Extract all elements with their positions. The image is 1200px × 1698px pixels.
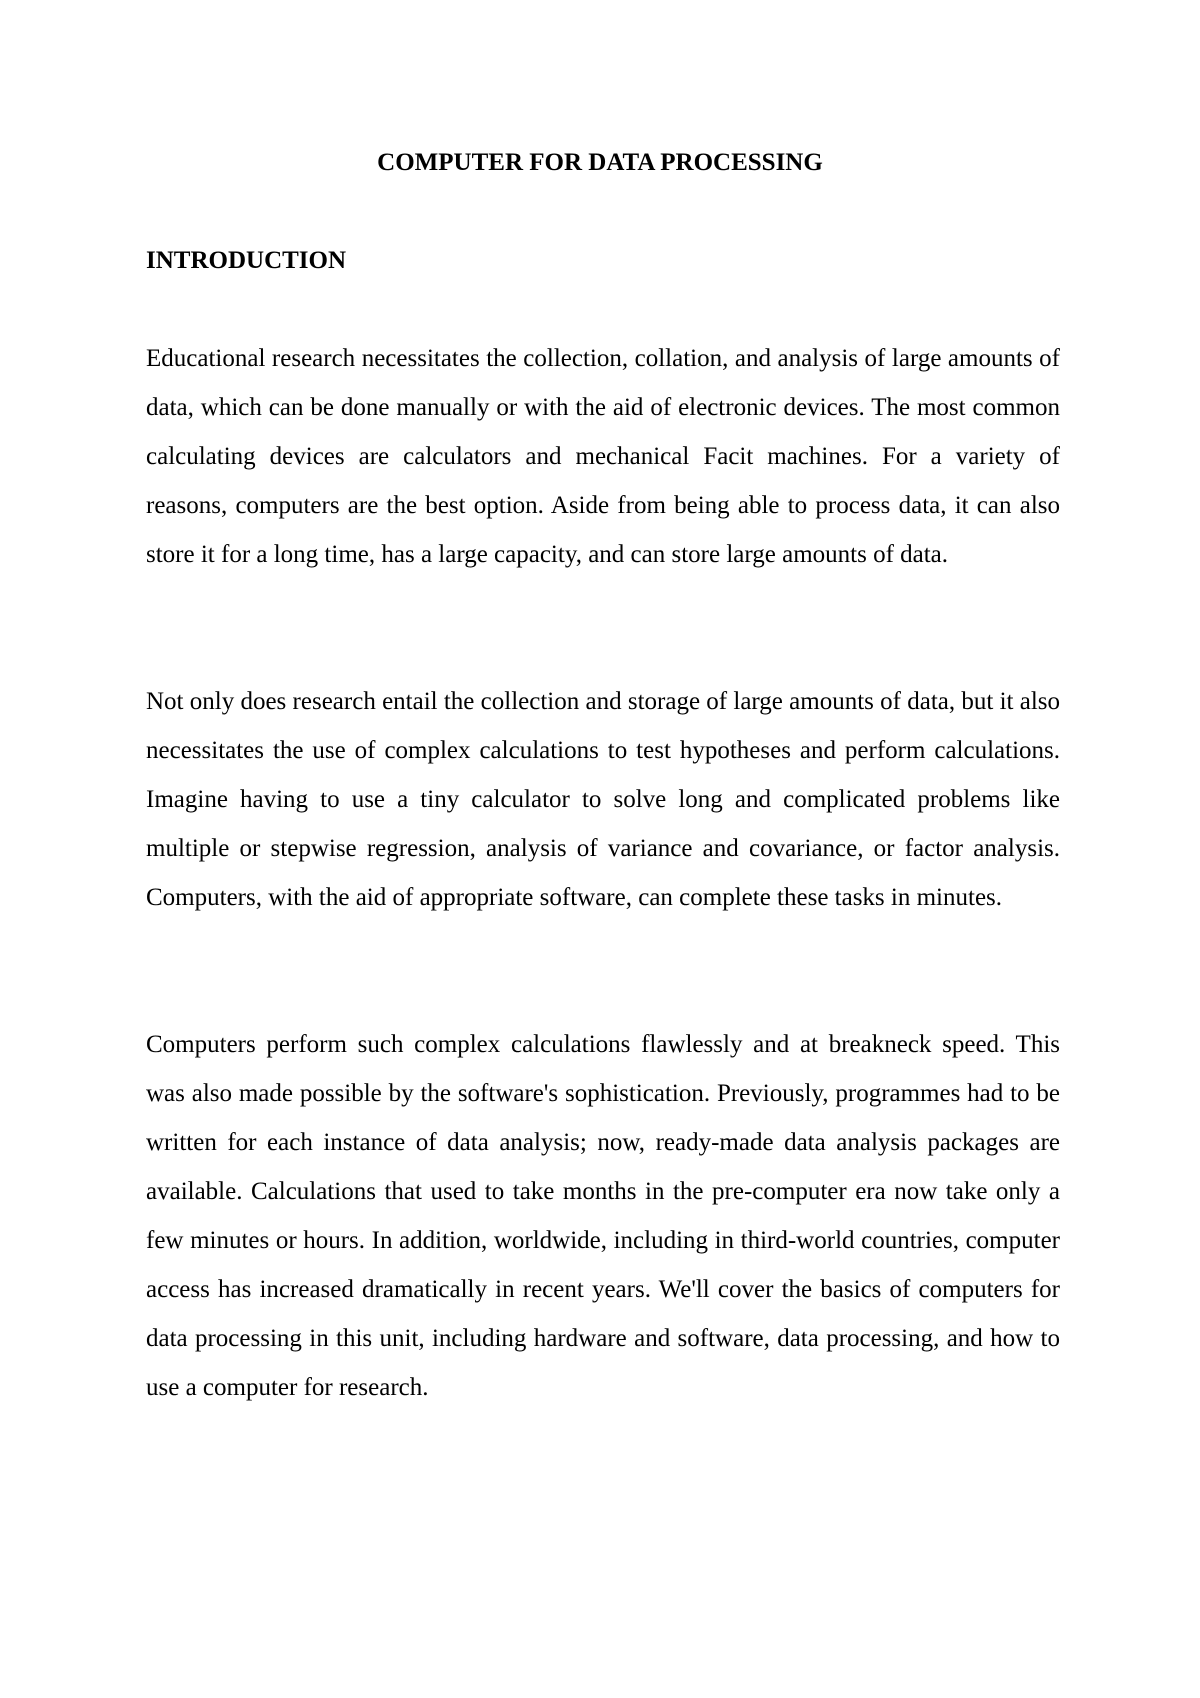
section-heading-introduction: INTRODUCTION (146, 247, 347, 274)
paragraph-1: Educational research necessitates the collection, collation, and analysis of large amounts of data, which can be done manually or with the aid of electronic devices. The most common calculating devices are calculators and mechanical Facit machines. For a variety of reasons, computers are the best option. Aside from being able to process data, it can also store it for a long time, has a large capacity, and can store large amounts of data. (146, 345, 1060, 568)
paragraph-3: Computers perform such complex calculations flawlessly and at breakneck speed. This was also made possible by the software's sophistication. Previously, programmes had to be written for each instance of data analysis; now, ready-made data analysis packages are available. Calculations that used to take months in the pre-computer era now take only a few minutes or hours. In addition, worldwide, including in third-world countries, computer access has increased dramatically in recent years. We'll cover the basics of computers for data processing in this unit, including hardware and software, data processing, and how to use a computer for research. (146, 1031, 1060, 1401)
paragraph-2: Not only does research entail the collection and storage of large amounts of data, but it also necessitates the use of complex calculations to test hypotheses and perform calculations. Imagine having to use a tiny calculator to solve long and complicated problems like multiple or stepwise regression, analysis of variance and covariance, or factor analysis. Computers, with the aid of appropriate software, can complete these tasks in minutes. (146, 688, 1060, 911)
document-title: COMPUTER FOR DATA PROCESSING (377, 149, 823, 176)
